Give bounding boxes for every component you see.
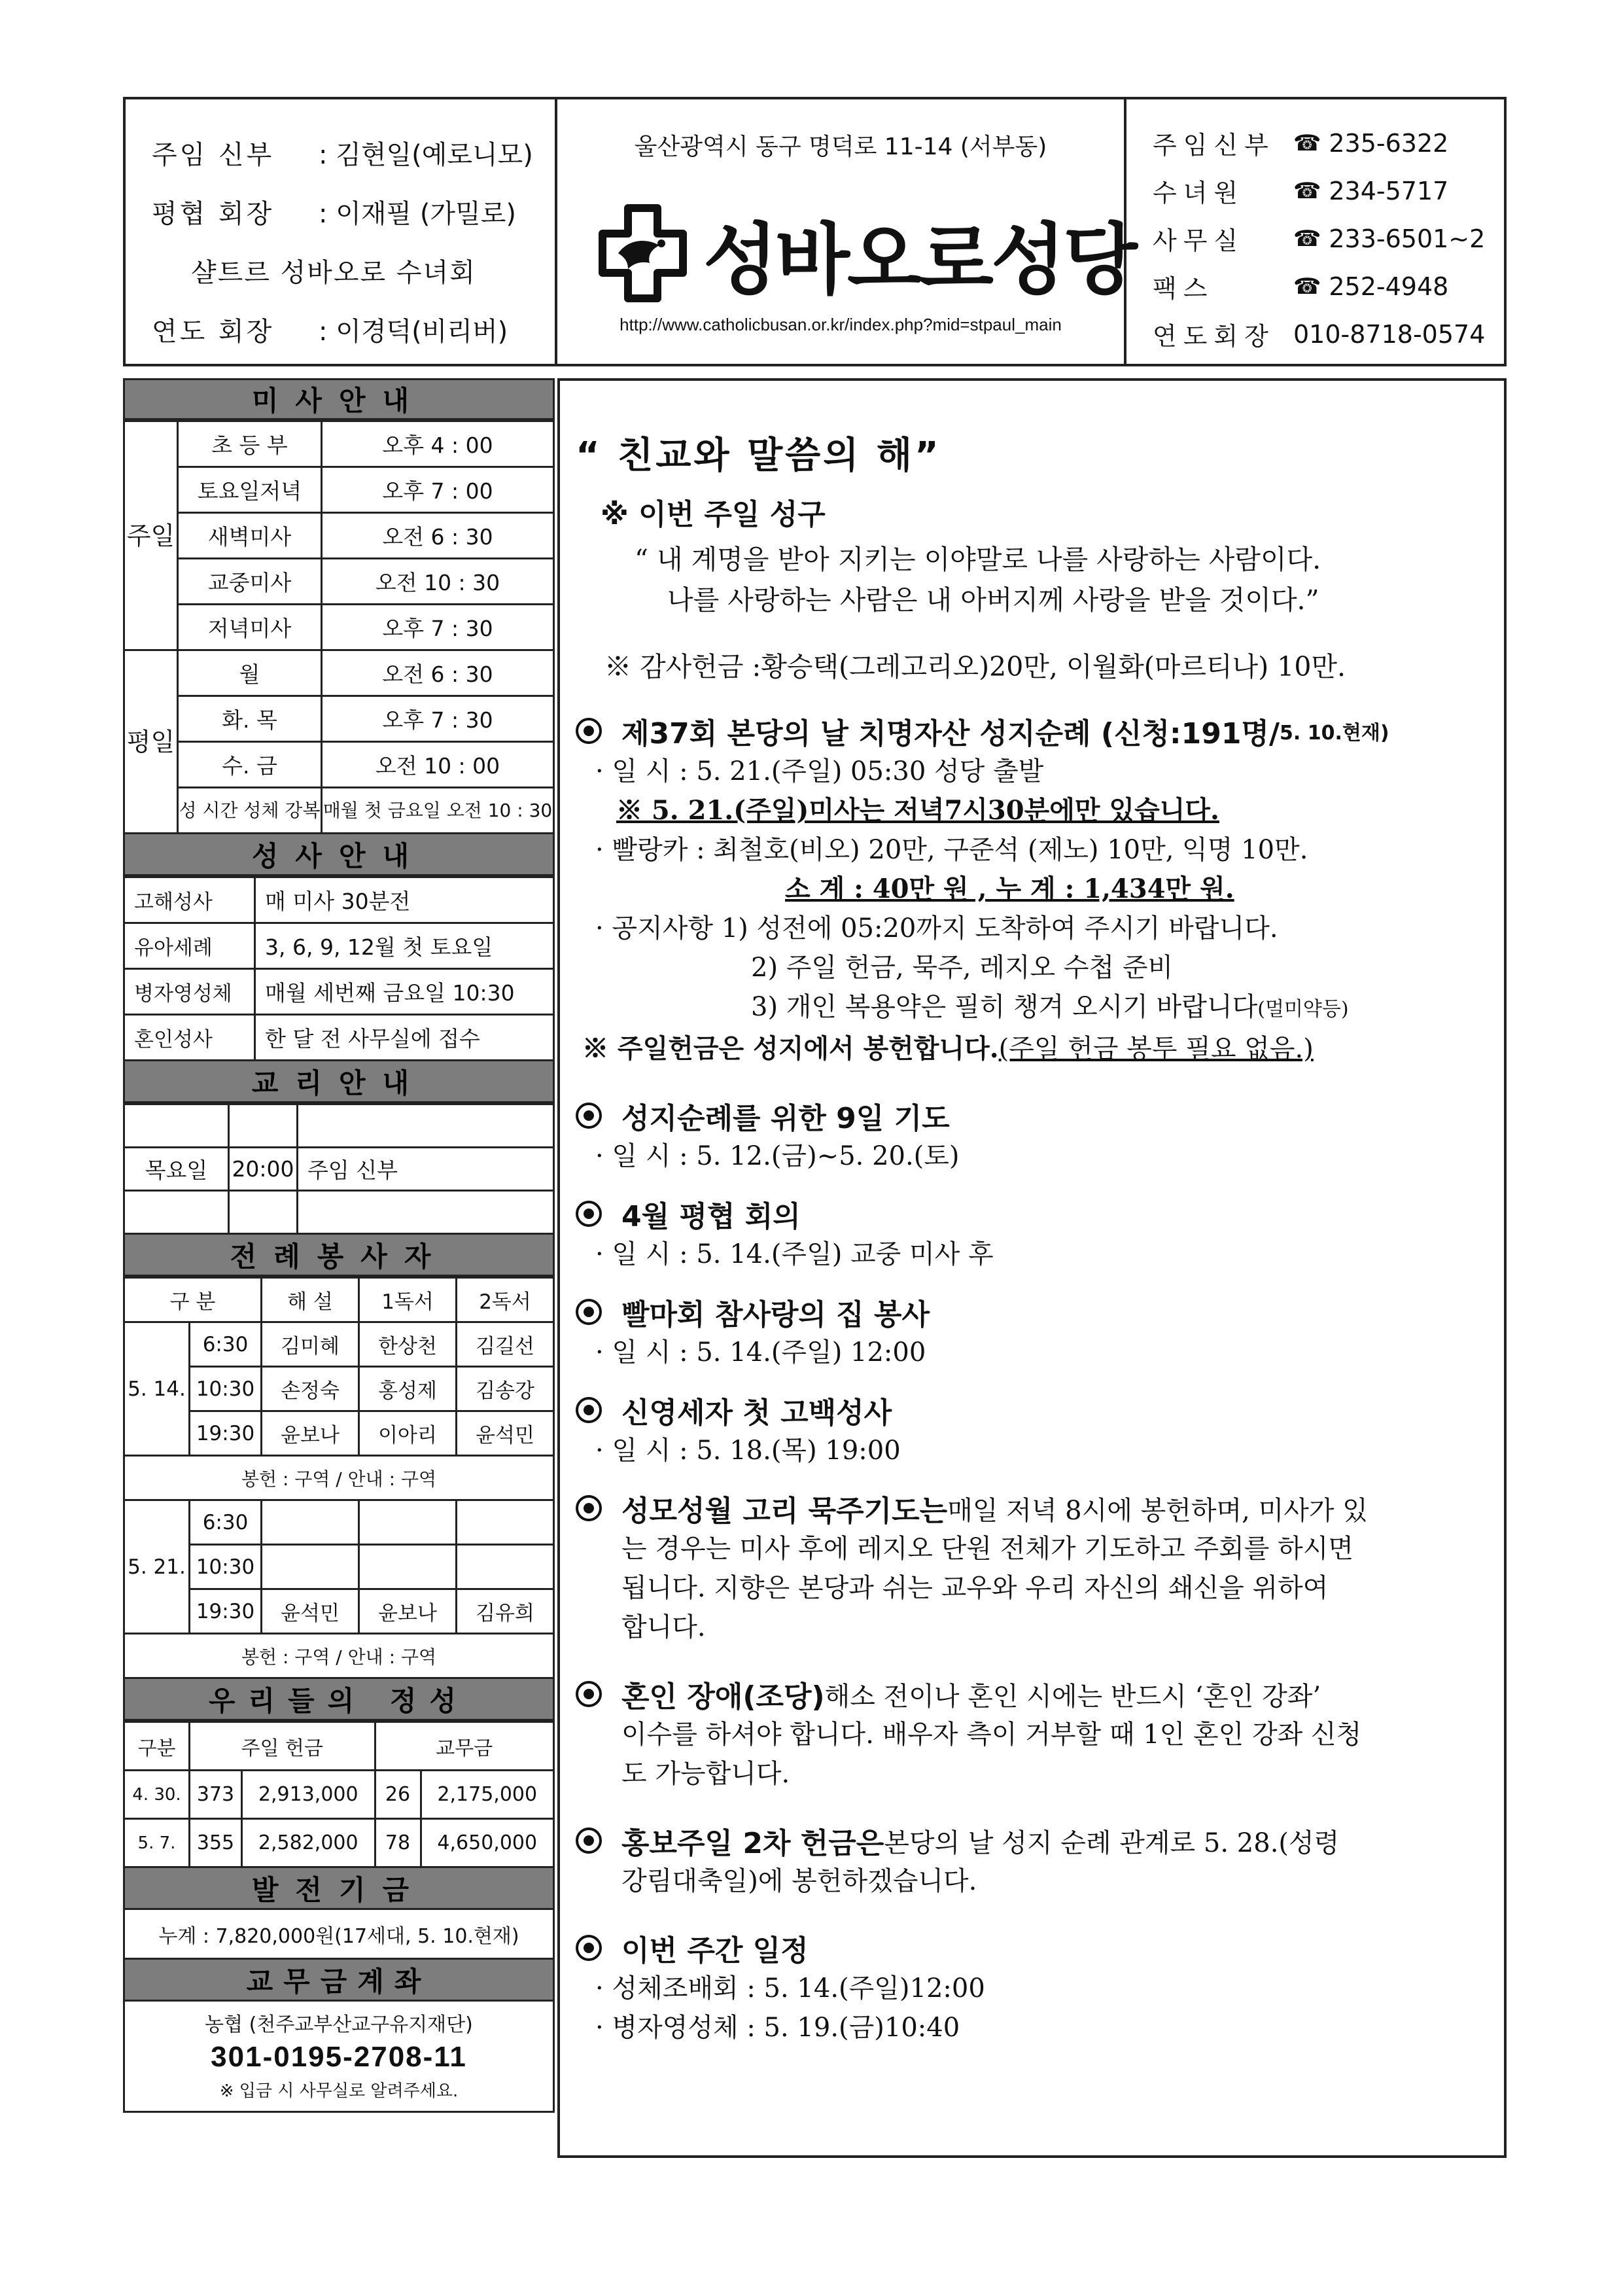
table-row: 10:30 (124, 1545, 554, 1589)
sidebar-info (123, 378, 555, 2113)
contact-row: 팩스 ☎ 252-4948 (1153, 272, 1449, 303)
table-row: 구 분 해 설 1독서 2독서 (124, 1278, 554, 1322)
bullet-icon (576, 1397, 602, 1423)
table-row: 구분 주일 헌금 교무금 (124, 1722, 554, 1771)
notice-title: 신영세자 첫 고백성사 (576, 1389, 1504, 1431)
phone-icon: ☎ (1293, 177, 1321, 204)
staff-row: 연도 회장 : 이경덕(비리버) (152, 316, 508, 347)
table-row: 5. 14. 6:30 김미혜 한상천 김길선 (124, 1322, 554, 1367)
development-fund-heading: 발전기금 (123, 1868, 555, 1910)
notice-title: 4월 평협 회의 (576, 1193, 1504, 1235)
table-row: 19:30 윤석민 윤보나 김유희 (124, 1589, 554, 1634)
table-row: 봉헌 : 구역 / 안내 : 구역 (124, 1634, 554, 1678)
bullet-icon (576, 1103, 602, 1129)
offering-heading: 우리들의 정성 (123, 1679, 555, 1721)
rosary-notice: 성모성월 고리 묵주기도는 매일 저녁 8시에 봉헌하며, 미사가 있 는 경우는 미사 후에 레지오 단원 전체가 기도하고 주회를 하시면 됩니다. 지향은 본당과 쉬는 교우와 우리 자신의 쇄신을 위하여 합니다. (576, 1487, 1504, 1647)
table-row: 5. 7. 355 2,582,000 78 4,650,000 (124, 1819, 554, 1867)
staff-row: 주임 신부 : 김현일(예로니모) (152, 139, 533, 170)
sacrament-guide-heading: 성사안내 (123, 834, 555, 876)
contact-row: 연도회장 010-8718-0574 (1153, 319, 1486, 351)
catechism-guide-heading: 교리안내 (123, 1061, 555, 1103)
table-row (124, 1191, 554, 1234)
table-row: 유아세례 3, 6, 9, 12월 첫 토요일 (124, 923, 554, 969)
table-row: 교중미사 오전 10 : 30 (124, 559, 554, 605)
notice-title: 성지순례를 위한 9일 기도 (576, 1095, 1504, 1137)
header-staff (126, 99, 557, 364)
bulletin-header (123, 97, 1507, 366)
table-row: 저녁미사 오후 7 : 30 (124, 605, 554, 650)
table-row: 수. 금 오전 10 : 00 (124, 742, 554, 788)
bullet-icon (576, 1935, 602, 1961)
catechism-table (123, 1103, 555, 1235)
announcements (557, 378, 1507, 2158)
table-row: 새벽미사 오전 6 : 30 (124, 513, 554, 559)
header-contacts (1126, 99, 1504, 364)
notice-title: 제37회 본당의 날 치명자산 성지순례 (신청:191명/ 5. 10.현재) (576, 710, 1504, 752)
notice-title: 이번 주간 일정 (576, 1927, 1504, 1969)
bullet-icon (576, 1495, 602, 1521)
council-notice: 4월 평협 회의 · 일 시 : 5. 14.(주일) 교중 미사 후 (576, 1193, 1504, 1274)
pilgrimage-notice: 제37회 본당의 날 치명자산 성지순례 (신청:191명/ 5. 10.현재) · 일 시 : 5. 21.(주일) 05:30 성당 출발 ※ 5. 21.(주일)미사는 저녁7시30분에만 있습니다. · 빨랑카 : 최철호(비오) 20만, 구준석 (제노) 10만, 익명 10만. 소 계 : 40만 원 , 누 계 : 1,434만 원. · 공지사항 1) 성전에 05:20까지 도착하여 주시기 바랍니다. 2) 주일 헌금, 묵주, 레지오 수첩 준비 3) 개인 복용약은 필히 챙겨 오시기 바랍니다(멀미약등) ※ 주일헌금은 성지에서 봉헌합니다.(주일 헌금 봉투 필요 없음.) (576, 710, 1504, 1069)
table-row: 혼인성사 한 달 전 사무실에 접수 (124, 1015, 554, 1061)
table-row: 병자영성체 매월 세번째 금요일 10:30 (124, 969, 554, 1015)
liturgy-servers-heading: 전례봉사자 (123, 1235, 555, 1277)
bullet-icon (576, 1201, 602, 1227)
mass-schedule-table (123, 420, 555, 834)
church-logo (589, 198, 1135, 309)
church-name: 성바오로성당 (703, 215, 1135, 305)
table-row (124, 1104, 554, 1148)
volunteer-notice: 빨마회 참사랑의 집 봉사 · 일 시 : 5. 14.(주일) 12:00 (576, 1291, 1504, 1372)
confession-notice: 신영세자 첫 고백성사 · 일 시 : 5. 18.(목) 19:00 (576, 1389, 1504, 1470)
church-address: 울산광역시 동구 명덕로 11-14 (서부동) (634, 133, 1047, 160)
verse-heading: ※ 이번 주일 성구 (601, 498, 826, 531)
verse-line: “ 내 계명을 받아 지키는 이야말로 나를 사랑하는 사람이다. (635, 544, 1321, 575)
mass-guide-heading: 미사안내 (123, 378, 555, 420)
dove-cross-icon (589, 204, 697, 302)
liturgy-servers-table (123, 1277, 555, 1679)
contact-row: 주임신부 ☎ 235-6322 (1153, 128, 1449, 160)
table-row: 5. 21. 6:30 (124, 1500, 554, 1545)
phone-icon: ☎ (1293, 273, 1321, 300)
contact-row: 수녀원 ☎ 234-5717 (1153, 176, 1449, 207)
staff-row: 평협 회장 : 이재필 (가밀로) (152, 198, 516, 229)
bank-name: 농협 (천주교부산교구유지재단) (205, 2013, 473, 2036)
year-theme: “ 친교와 말씀의 해” (576, 434, 941, 477)
staff-row: 샬트르 성바오로 수녀회 (191, 257, 476, 288)
table-row: 평일 월 오전 6 : 30 (124, 650, 554, 696)
offering-table (123, 1721, 555, 1868)
table-row: 고해성사 매 미사 30분전 (124, 877, 554, 923)
account-box (123, 2002, 555, 2113)
contact-row: 사무실 ☎ 233-6501~2 (1153, 224, 1486, 255)
table-row: 10:30 손정숙 홍성제 김송강 (124, 1367, 554, 1411)
verse-line: 나를 사랑하는 사람은 내 아버지께 사랑을 받을 것이다.” (667, 584, 1319, 616)
sacrament-table (123, 876, 555, 1061)
weekday-label: 평일 (124, 650, 178, 834)
account-note: ※ 입금 시 사무실로 알려주세요. (219, 2081, 459, 2101)
sunday-label: 주일 (124, 421, 178, 650)
thanks-offering: ※ 감사헌금 :황승택(그레고리오)20만, 이월화(마르티나) 10만. (604, 651, 1346, 682)
church-url[interactable]: http://www.catholicbusan.or.kr/index.php?mid=stpaul_main (620, 315, 1062, 334)
table-row: 성 시간 성체 강복 매월 첫 금요일 오전 10 : 30 (124, 788, 554, 834)
table-row: 4. 30. 373 2,913,000 26 2,175,000 (124, 1771, 554, 1819)
table-row: 주일 초 등 부 오후 4 : 00 (124, 421, 554, 467)
header-title (557, 99, 1135, 364)
bullet-icon (576, 718, 602, 744)
novena-notice: 성지순례를 위한 9일 기도 · 일 시 : 5. 12.(금)~5. 20.(토) (576, 1095, 1504, 1176)
table-row: 봉헌 : 구역 / 안내 : 구역 (124, 1456, 554, 1500)
table-row: 화. 목 오후 7 : 30 (124, 696, 554, 742)
phone-icon: ☎ (1293, 130, 1321, 156)
table-row: 19:30 윤보나 이아리 윤석민 (124, 1411, 554, 1456)
bullet-icon (576, 1299, 602, 1325)
bullet-icon (576, 1681, 602, 1707)
table-row: 목요일 20:00 주임 신부 (124, 1148, 554, 1191)
weekly-schedule: 이번 주간 일정 · 성체조배회 : 5. 14.(주일)12:00 · 병자영성체 : 5. 19.(금)10:40 (576, 1927, 1504, 2047)
phone-icon: ☎ (1293, 225, 1321, 252)
bullet-icon (576, 1828, 602, 1854)
development-fund-total: 누계 : 7,820,000원(17세대, 5. 10.현재) (123, 1910, 555, 1960)
table-row: 토요일저녁 오후 7 : 00 (124, 467, 554, 513)
notice-title: 빨마회 참사랑의 집 봉사 (576, 1291, 1504, 1333)
account-heading: 교무금계좌 (123, 1960, 555, 2002)
account-number: 301-0195-2708-11 (211, 2041, 467, 2073)
promo-offering-notice: 홍보주일 2차 헌금은 본당의 날 성지 순례 관계로 5. 28.(성령 강림대축일)에 봉헌하겠습니다. (576, 1820, 1504, 1901)
marriage-notice: 혼인 장애(조당) 해소 전이나 혼인 시에는 반드시 ‘혼인 강좌’ 이수를 하셔야 합니다. 배우자 측이 거부할 때 1인 혼인 강좌 신청 도 가능합니다. (576, 1673, 1504, 1793)
